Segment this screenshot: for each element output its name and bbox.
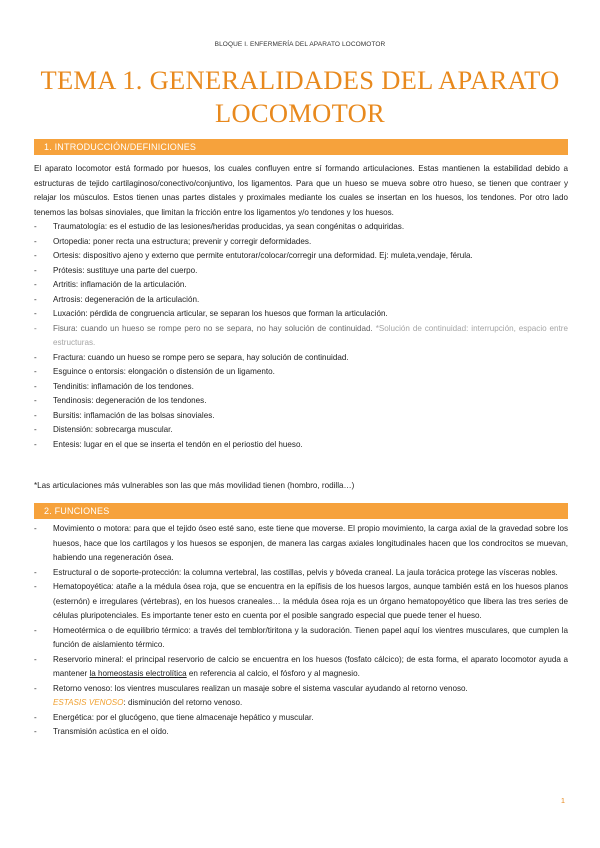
homeostasis-underlined: la homeostasis electrolítica xyxy=(89,669,187,678)
list-item: - Ortesis: dispositivo ajeno y externo que permite entutorar/colocar/corregir una deformidad. Ej: muleta,vendaje, férula. xyxy=(34,251,473,260)
list-item: - Artritis: inflamación de la articulación. xyxy=(34,280,187,289)
list-item: - Energética: por el glucógeno, que tiene almacenaje hepático y muscular. xyxy=(34,712,314,722)
list-item: - Entesis: lugar en el que se inserta el tendón en el periostio del hueso. xyxy=(34,439,303,449)
list-item: - Ortopedia: poner recta una estructura; prevenir y corregir deformidades. xyxy=(34,236,312,246)
section-heading-introduccion: 1. INTRODUCCIÓN/DEFINICIONES xyxy=(34,139,568,155)
list-item: - Tendinitis: inflamación de los tendones. xyxy=(34,381,194,391)
list-item: - Traumatología: es el estudio de las lesiones/heridas producidas, ya sean congénitas o adquiridas. xyxy=(34,222,405,231)
definitions-list xyxy=(34,220,568,452)
list-item-reservorio: - Reservorio mineral: el principal reservorio de calcio se encuentra en los huesos (fosfato cálcico); de esta forma, el aparato locomotor ayuda a mantener la homeostasis electrolítica en referencia al calcio, el fósforo y al magnesio. xyxy=(34,654,568,678)
list-item: - Bursitis: inflamación de las bolsas sinoviales. xyxy=(34,410,215,420)
list-item: - Estructural o de soporte-protección: la columna vertebral, las costillas, pelvis y bóveda craneal. La jaula torácica protege las vísceras nobles. xyxy=(34,567,558,577)
intro-paragraph: El aparato locomotor está formado por huesos, los cuales confluyen entre sí formando articulaciones. Estas mantienen la estabilidad debido a estructuras de tejido cartilaginoso/conectivo/conjuntivo, los ligamentos. Para que un hueso se mueva sobre otro hueso, se tienen que contraer y relajar los músculos. Estos tienen unas partes distales y proximales mediante los cuales se insertan en los huesos, los tendones. Por otro lado tenemos las bolsas sinoviales, que limitan la fricción entre los ligamentos y/o tendones y los huesos. xyxy=(34,164,568,217)
section-introduccion-body xyxy=(34,162,568,452)
list-item: - Transmisión acústica en el oído. xyxy=(34,727,169,736)
list-item-fisura: - Fisura: cuando un hueso se rompe pero no se separa, no hay solución de continuidad. *Solución de continuidad: interrupción, espacio entre estructuras. xyxy=(34,323,569,347)
section-funciones-body xyxy=(34,522,568,740)
functions-list xyxy=(34,522,568,740)
list-item: - Prótesis: sustituye una parte del cuerpo. xyxy=(34,265,198,275)
fisura-note: *Solución de continuidad: interrupción, espacio entre estructuras. xyxy=(53,323,569,347)
list-item: - Movimiento o motora: para que el tejido óseo esté sano, este tiene que moverse. El propio movimiento, la carga axial de la gravedad sobre los huesos, hace que los cartílagos y los huesos se esponjen, de manera las cargas axiales longitudinales hacen que los condrocitos se muevan, habiendo una regeneración ósea. xyxy=(34,524,568,562)
section-heading-funciones: 2. FUNCIONES xyxy=(34,503,568,519)
list-item: - Fractura: cuando un hueso se rompe pero se separa, hay solución de continuidad. xyxy=(34,352,349,362)
list-item: - Luxación: pérdida de congruencia articular, se separan los huesos que forman la articulación. xyxy=(34,309,388,318)
footnote: *Las articulaciones más vulnerables son las que más movilidad tienen (hombro, rodilla…) xyxy=(34,481,355,490)
estasis-venoso-label: ESTASIS VENOSO xyxy=(53,698,124,707)
list-item: - Distensión: sobrecarga muscular. xyxy=(34,425,173,434)
running-header: BLOQUE I. ENFERMERÍA DEL APARATO LOCOMOTOR xyxy=(214,41,386,48)
list-item: - Homeotérmica o de equilibrio térmico: a través del temblor/tiritona y la sudoración. Tienen papel aquí los vientres musculares, que cumplen la función de aislamiento térmico. xyxy=(34,625,568,649)
page-title xyxy=(0,64,600,130)
list-item: - Hematopoyética: atañe a la médula ósea roja, que se encuentra en la epífisis de los huesos largos, aunque también está en los huesos planos (esternón) e irregulares (vértebras), en los huesos craneales… la médula ósea roja es un órgano hematopoyético que libera las tres series de células pluripotenciales. Es importante tener esto en cuenta por el posible sangrado especial que puede tener el hueso. xyxy=(34,582,568,620)
list-item: - Artrosis: degeneración de la articulación. xyxy=(34,294,200,304)
list-item: - Tendinosis: degeneración de los tendones. xyxy=(34,396,207,405)
title-line-1: TEMA 1. GENERALIDADES DEL APARATO xyxy=(40,65,560,95)
list-item: - Esguince o entorsis: elongación o distensión de un ligamento. xyxy=(34,367,275,376)
list-item-retorno: - Retorno venoso: los vientres musculares realizan un masaje sobre el sistema vascular ayudando al retorno venoso. ESTASIS VENOSO: disminución del retorno venoso. xyxy=(34,683,468,707)
page-number: 1 xyxy=(560,796,565,805)
title-line-2: LOCOMOTOR xyxy=(214,98,386,128)
